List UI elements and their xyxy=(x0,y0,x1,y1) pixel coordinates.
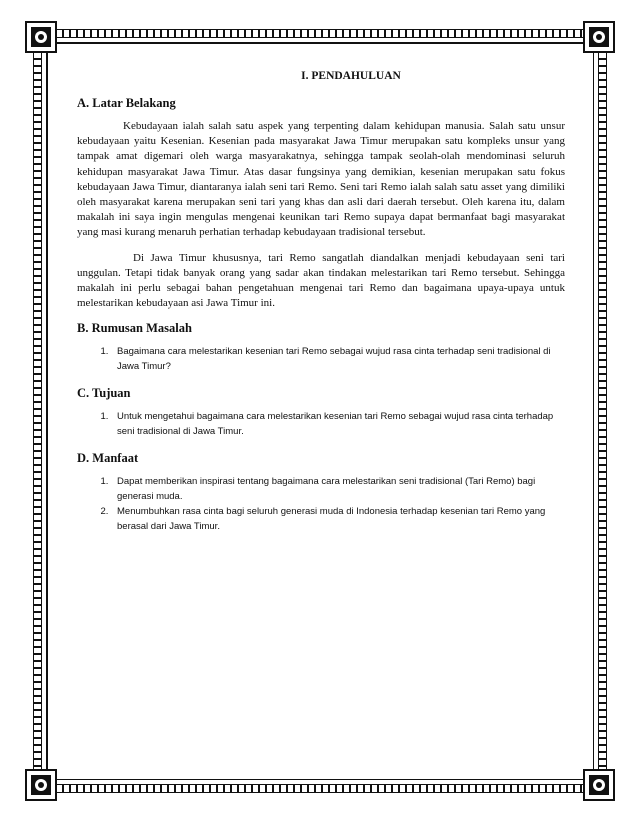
list-item: 1. Untuk mengetahui bagaimana cara melestarikan kesenian tari Remo sebagai wujud rasa cinta terhadap seni tradisional di Jawa Timur. xyxy=(111,409,565,439)
document-body xyxy=(77,70,565,546)
corner-ornament-icon xyxy=(24,20,58,54)
corner-ornament-icon xyxy=(582,768,616,802)
section-heading: D. Manfaat xyxy=(77,451,139,466)
list-item: 2. Menumbuhkan rasa cinta bagi seluruh generasi muda di Indonesia terhadap kesenian tari Remo yang berasal dari Jawa Timur. xyxy=(111,504,565,534)
section-heading: A. Latar Belakang xyxy=(77,96,176,110)
section-heading: C. Tujuan xyxy=(77,386,131,401)
section-rumusan-masalah xyxy=(77,321,565,374)
corner-ornament-icon xyxy=(582,20,616,54)
page-title: I. PENDAHULUAN xyxy=(301,70,401,82)
corner-ornament-icon xyxy=(24,768,58,802)
section-heading: B. Rumusan Masalah xyxy=(77,321,192,336)
section-tujuan xyxy=(77,386,565,439)
numbered-list xyxy=(77,409,565,439)
list-item: 1. Bagaimana cara melestarikan kesenian tari Remo sebagai wujud rasa cinta terhadap seni tradisional di Jawa Timur? xyxy=(111,344,565,374)
section-latar-belakang xyxy=(77,96,565,311)
numbered-list xyxy=(77,474,565,534)
paragraph: Kebudayaan ialah salah satu aspek yang terpenting dalam kehidupan manusia. Salah satu unsur kebudayaan yaitu Kesenian. Kesenian pada masyarakat Jawa Timur merupakan satu kompleks unsur yang tampak amat digemari oleh warga masyarakatnya, sehingga tampak seolah-olah mendominasi seluruh kehidupan masyarakat Jawa Timur. Atas dasar fungsinya yang demikian, kesenian merupakan satu fokus kebudayaan Jawa Timur, diantaranya ialah seni tari Remo. Seni tari Remo ialah salah satu asset yang dimiliki oleh masyarakat karena merupakan seni tari yang khas dan asli dari daerah tersebut. Oleh karena itu, dalam makalah ini saya ingin mengulas mengenai keunikan tari Remo supaya dapat bermanfaat bagi masyarakat yang masi kurang menaruh perhatian terhadap kebudayaan tradisional tersebut. xyxy=(77,120,565,239)
section-manfaat xyxy=(77,451,565,534)
paragraph: Di Jawa Timur khususnya, tari Remo sangatlah diandalkan menjadi kebudayaan seni tari unggulan. Tetapi tidak banyak orang yang sadar akan tindakan melestarikan tari Remo tersebut. Sehingga makalah ini perlu sebagai bahan pengetahuan mengenai tari Remo dan bagaimana upaya-upaya untuk melestarikan kebudayaan asi Jawa Timur ini. xyxy=(77,251,565,310)
numbered-list xyxy=(77,344,565,374)
list-item: 1. Dapat memberikan inspirasi tentang bagaimana cara melestarikan seni tradisional (Tari Remo) bagi generasi muda. xyxy=(111,474,565,504)
